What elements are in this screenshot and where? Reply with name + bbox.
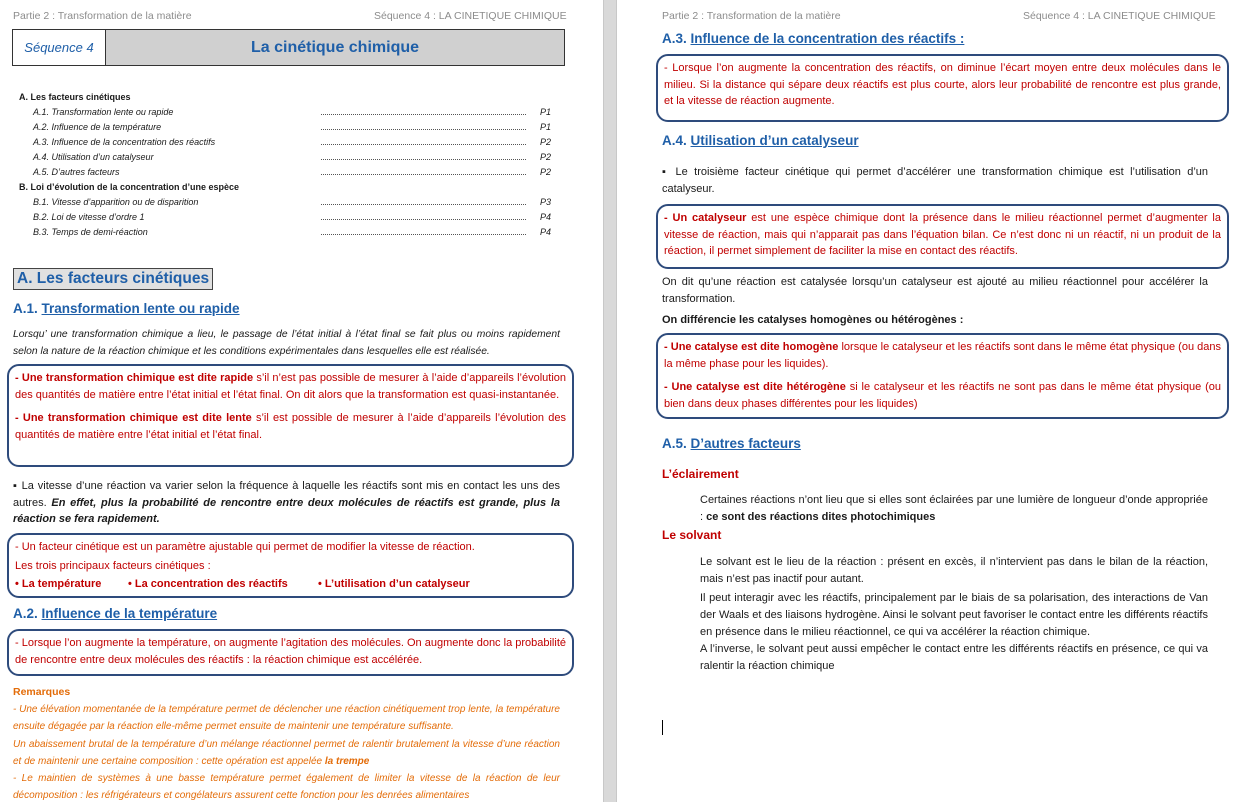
heading-a3: A.3. Influence de la concentration des réactifs :	[662, 31, 965, 46]
factor-temperature: • La température	[15, 578, 102, 590]
toc-entry[interactable]: B.2. Loi de vitesse d’ordre 1 P4	[33, 212, 551, 222]
page-header-right: Séquence 4 : LA CINETIQUE CHIMIQUE	[374, 10, 567, 22]
factor-concentration: • La concentration des réactifs	[128, 578, 288, 590]
a4-catalysis-paragraph: On dit qu’une réaction est catalysée lorsqu’un catalyseur est ajouté au milieu réactionnel pour accélérer la transformation.	[662, 276, 1208, 305]
toc-entry[interactable]: A.3. Influence de la concentration des réactifs P2	[33, 137, 551, 147]
text-cursor[interactable]	[662, 720, 663, 735]
remarks-block	[13, 684, 560, 802]
page-header-right: Séquence 4 : LA CINETIQUE CHIMIQUE	[1023, 10, 1216, 22]
heading-section-a: A. Les facteurs cinétiques	[13, 268, 213, 290]
remark-item: Un abaissement brutal de la température d’un mélange réactionnel permet de ralentir brutalement la vitesse d’une réaction et de maintenir une certaine composition : cette opération est appelée la trempe	[13, 738, 560, 767]
toc-section[interactable]: B. Loi d’évolution de la concentration d’une espèce	[19, 182, 240, 192]
a1-speed-paragraph: ▪ La vitesse d’une réaction va varier selon la fréquence à laquelle les réactifs sont mis en contact les uns des autres. En effet, plus la probabilité de rencontre entre deux molécules de réactifs est grande, plus la réaction se fera rapidement.	[13, 480, 560, 525]
title-banner	[12, 29, 565, 66]
toc-entry[interactable]: A.1. Transformation lente ou rapide P1	[33, 107, 551, 117]
eclairement-text: Certaines réactions n’ont lieu que si elles sont éclairées par une lumière de longueur d’onde appropriée : ce sont des réactions dites photochimiques	[700, 494, 1208, 523]
page-gutter	[603, 0, 617, 802]
box-facteur-cinetique: - Un facteur cinétique est un paramètre ajustable qui permet de modifier la vitesse de réaction. Les trois principaux facteurs cinétiques : • La température • La concentration des réactifs • L’utilisation d’un catalyseur	[7, 533, 574, 598]
heading-eclairement: L’éclairement	[662, 467, 739, 481]
box-concentration: - Lorsque l’on augmente la concentration des réactifs, on diminue l’écart moyen entre deux molécules dans le milieu. Si la distance qui sépare deux réactifs est plus courte, alors leur probabilité de rencontre est plus grande, et la vitesse de réaction augmente.	[656, 54, 1229, 122]
toc-entry[interactable]: B.3. Temps de demi-réaction P4	[33, 227, 551, 237]
toc-entry[interactable]: A.5. D’autres facteurs P2	[33, 167, 551, 177]
box-catalyse-types: - Une catalyse est dite homogène lorsque le catalyseur et les réactifs sont dans le même état physique (ou dans la même phase pour les liquides). - Une catalyse est dite hétérogène si le catalyseur et les réactifs ne sont pas dans le même état physique (ou bien dans deux phases différentes pour les liquides)	[656, 333, 1229, 419]
box-rapide-lente: - Une transformation chimique est dite rapide s’il n’est pas possible de mesurer à l’aide d’appareils l’évolution des quantités de matière entre l’état initial et l’état final. On dit alors que la transformation est quasi-instantanée. - Une transformation chimique est dite lente s’il est possible de mesurer à l’aide d’appareils l’évolution des quantités de matière entre l’état initial et l’état final.	[7, 364, 574, 467]
remark-item: - Le maintien de systèmes à une basse température permet également de limiter la vitesse de la réaction de leur décomposition : les réfrigérateurs et congélateurs assurent cette fonction pour les denrées alimentaires	[13, 773, 560, 802]
toc-section[interactable]: A. Les facteurs cinétiques	[19, 92, 131, 102]
box-temperature: - Lorsque l’on augmente la température, on augmente l’agitation des molécules. On augmente donc la probabilité de rencontre entre deux molécules des réactifs : la réaction chimique est accélérée.	[7, 629, 574, 676]
factor-catalyseur: • L’utilisation d’un catalyseur	[318, 578, 470, 590]
solvant-text: Le solvant est le lieu de la réaction : présent en excès, il n’intervient pas dans le bilan de la réaction, mais n’est pas inactif pour autant. Il peut interagir avec les réactifs, principalement par le biais de sa polarisation, des interactions de Van der Waals et des liaisons hydrogène. Ainsi le solvant peut favoriser le contact entre les différents réactifs en présence dans le milieu réactionnel, ce qui va accélérer la réaction chimique. A l’inverse, le solvant peut aussi empêcher le contact entre les différents réactifs en présence, ce qui va ralentir la réaction chimique	[700, 556, 1208, 672]
page-header-left: Partie 2 : Transformation de la matière	[662, 10, 841, 22]
heading-a5: A.5. D’autres facteurs	[662, 436, 801, 451]
table-of-contents	[19, 90, 554, 240]
page-header-left: Partie 2 : Transformation de la matière	[13, 10, 192, 22]
heading-a4: A.4. Utilisation d’un catalyseur	[662, 133, 859, 148]
a4-intro-text: ▪ Le troisième facteur cinétique qui permet d’accélérer une transformation chimique est l’utilisation d’un catalyseur.	[662, 166, 1208, 195]
toc-entry[interactable]: A.2. Influence de la température P1	[33, 122, 551, 132]
a4-catalysis-types-heading: On différencie les catalyses homogènes ou hétérogènes :	[662, 314, 964, 326]
heading-solvant: Le solvant	[662, 528, 722, 542]
sequence-label: Séquence 4	[13, 30, 106, 65]
box-catalyseur: - Un catalyseur est une espèce chimique dont la présence dans le milieu réactionnel permet d’augmenter la vitesse de réaction, mais qui n’apparait pas dans l’équation bilan. Ce n’est donc ni un réactif, ni un produit de la réaction, il permet simplement de faciliter la mise en contact des réactifs.	[656, 204, 1229, 269]
document-title: La cinétique chimique	[106, 30, 564, 65]
heading-a2: A.2. Influence de la température	[13, 606, 218, 621]
remarks-title: Remarques	[13, 686, 71, 698]
heading-a1: A.1. Transformation lente ou rapide	[13, 301, 240, 316]
remark-item: - Une élévation momentanée de la température permet de déclencher une réaction cinétiquement trop lente, la température ensuite dégagée par la réaction elle-même permet ensuite de maintenir une température suffisante.	[13, 704, 560, 733]
a1-intro-text: Lorsqu’ une transformation chimique a lieu, le passage de l’état initial à l’état final se fait plus ou moins rapidement selon la nature de la réaction chimique et les conditions expérimentales dans lesquelles elle est réalisée.	[13, 329, 560, 357]
toc-entry[interactable]: A.4. Utilisation d’un catalyseur P2	[33, 152, 551, 162]
toc-entry[interactable]: B.1. Vitesse d’apparition ou de disparition P3	[33, 197, 551, 207]
